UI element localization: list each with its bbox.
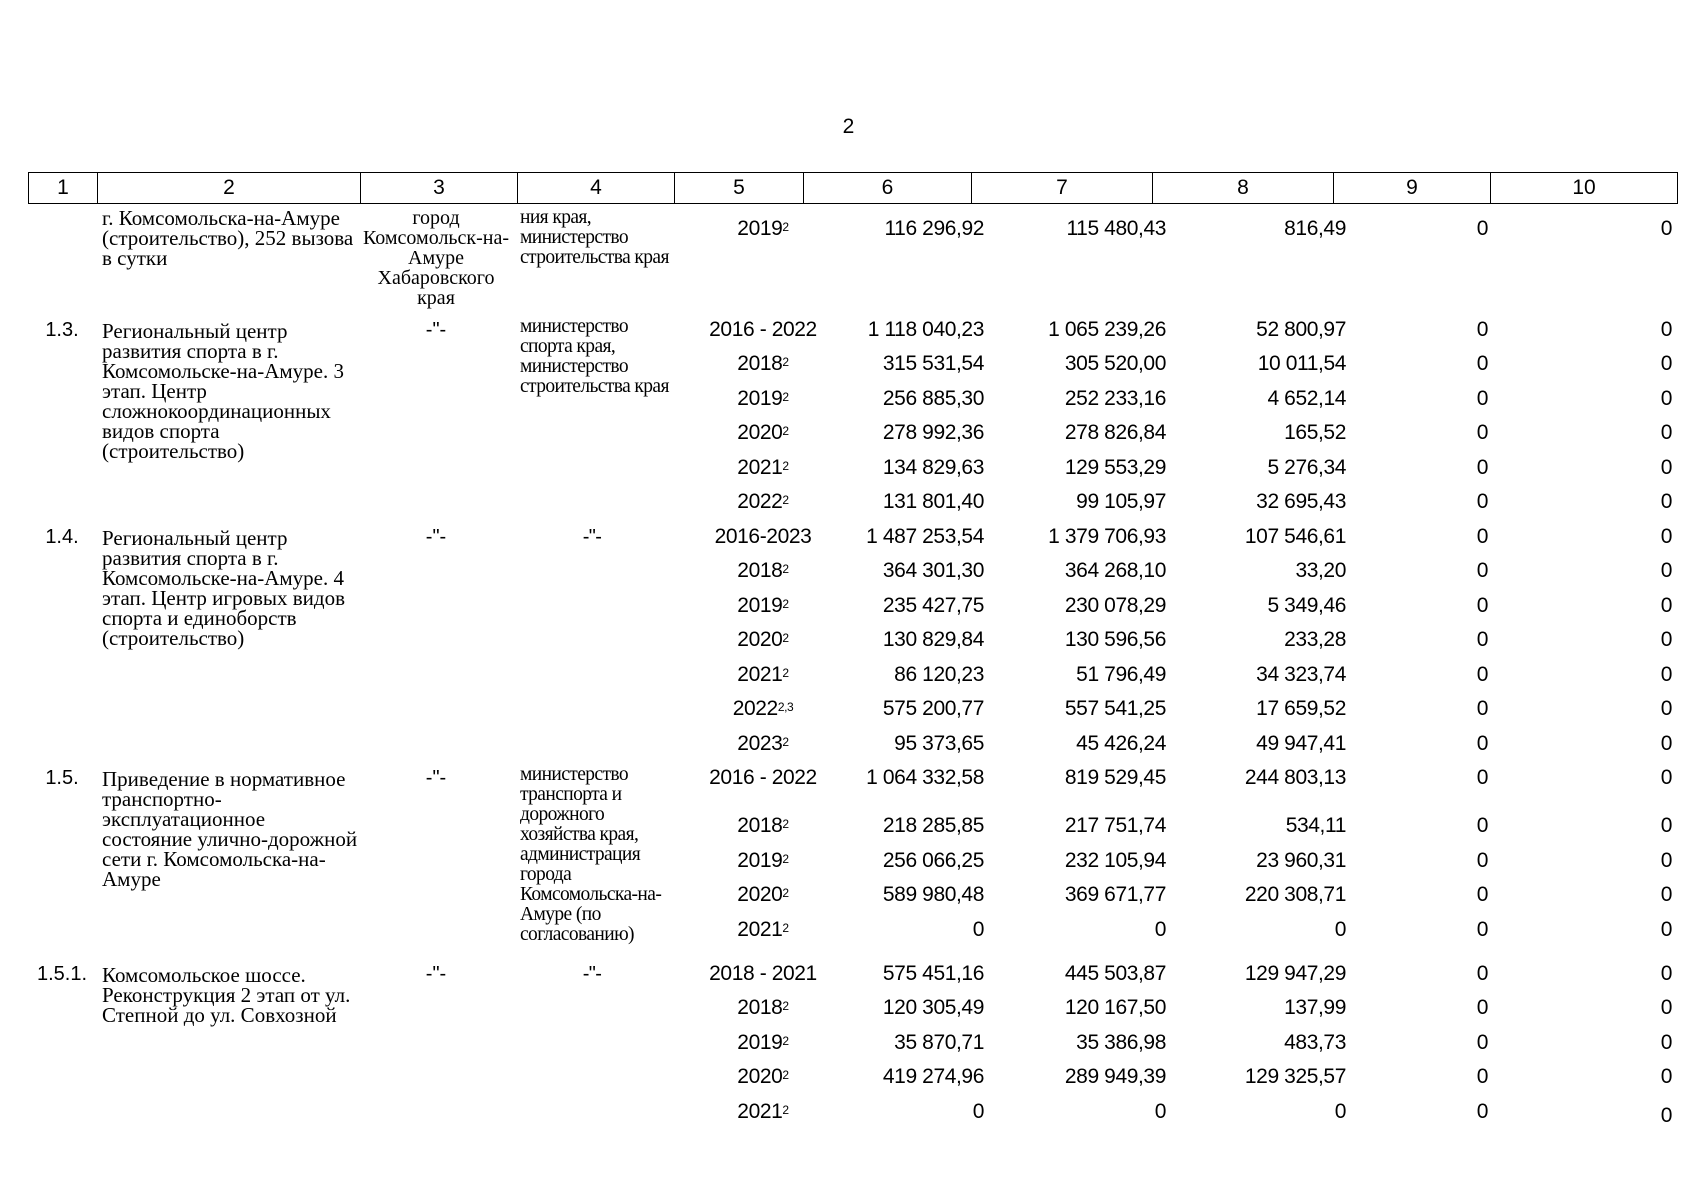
row-value-6: 1 487 253,54 — [866, 525, 984, 548]
row-period: 2019$^2$ — [737, 217, 789, 240]
row-value-10: 0 — [1660, 318, 1672, 341]
section-number: 1.5.1. — [36, 963, 88, 985]
row-value-7: 0 — [1154, 918, 1166, 941]
row-value-10: 0 — [1660, 697, 1672, 720]
row-value-7: 129 553,29 — [1064, 456, 1166, 479]
row-value-9: 0 — [1476, 490, 1488, 513]
row-value-8: 49 947,41 — [1256, 732, 1346, 755]
table-row — [28, 485, 1683, 519]
row-period: 2019$^2$ — [737, 387, 789, 410]
row-value-9: 0 — [1476, 962, 1488, 985]
row-value-10: 0 — [1660, 883, 1672, 906]
column-header-7: 7 — [972, 173, 1153, 204]
row-value-10: 0 — [1660, 996, 1672, 1019]
table-row — [28, 991, 1683, 1025]
table-row — [28, 520, 1683, 554]
row-value-7: 1 065 239,26 — [1048, 318, 1166, 341]
table-row — [28, 692, 1683, 726]
table-row — [28, 623, 1683, 657]
row-value-9: 0 — [1476, 352, 1488, 375]
row-value-6: 130 829,84 — [882, 628, 984, 651]
row-value-8: 244 803,13 — [1244, 766, 1346, 789]
row-value-7: 557 541,25 — [1064, 697, 1166, 720]
row-value-10: 0 — [1660, 918, 1672, 941]
row-value-7: 252 233,16 — [1064, 387, 1166, 410]
row-value-7: 51 796,49 — [1076, 663, 1166, 686]
table-row — [28, 416, 1683, 450]
column-header-3: 3 — [361, 173, 518, 204]
row-value-10: 0 — [1660, 814, 1672, 837]
table-row — [28, 1095, 1683, 1129]
row-period: 2019$^2$ — [737, 849, 789, 872]
table-row — [28, 1026, 1683, 1060]
row-period: 2021$^2$ — [737, 663, 789, 686]
column-header-2: 2 — [98, 173, 361, 204]
row-value-9: 0 — [1476, 456, 1488, 479]
row-value-6: 256 066,25 — [882, 849, 984, 872]
row-value-8: 233,28 — [1284, 628, 1346, 651]
row-value-6: 315 531,54 — [882, 352, 984, 375]
row-value-10: 0 — [1660, 421, 1672, 444]
section-executor: -"- — [582, 526, 602, 548]
table-row — [28, 382, 1683, 416]
table-row — [28, 1060, 1683, 1094]
row-value-6: 86 120,23 — [894, 663, 984, 686]
row-value-8: 52 800,97 — [1256, 318, 1346, 341]
row-value-9: 0 — [1476, 883, 1488, 906]
table-row — [28, 913, 1683, 947]
row-period: 2018 - 2021 — [709, 962, 817, 985]
row-value-7: 217 751,74 — [1064, 814, 1166, 837]
section-executor: ния края, министерство строительства края — [520, 207, 669, 268]
table-row — [28, 554, 1683, 588]
row-value-8: 137,99 — [1284, 996, 1346, 1019]
row-value-10: 0 — [1660, 962, 1672, 985]
row-value-6: 235 427,75 — [882, 594, 984, 617]
row-period: 2020$^2$ — [737, 628, 789, 651]
table-row — [28, 451, 1683, 485]
section-executor: -"- — [582, 963, 602, 985]
row-period: 2022$^2$ — [737, 490, 789, 513]
column-header-6: 6 — [804, 173, 972, 204]
row-value-10: 0 — [1660, 352, 1672, 375]
section-executor: министерство спорта края, министерство строительства края — [520, 316, 669, 397]
row-value-7: 278 826,84 — [1064, 421, 1166, 444]
row-value-8: 129 947,29 — [1244, 962, 1346, 985]
row-value-6: 575 200,77 — [882, 697, 984, 720]
row-value-8: 0 — [1334, 1100, 1346, 1123]
section-name: Региональный центр развития спорта в г. Комсомольске-на-Амуре. 4 этап. Центр игровых видов спорта и единоборств (строительство) — [102, 526, 346, 650]
row-value-9: 0 — [1476, 697, 1488, 720]
column-header-8: 8 — [1153, 173, 1334, 204]
row-value-9: 0 — [1476, 628, 1488, 651]
row-value-7: 115 480,43 — [1066, 217, 1166, 240]
column-header-4: 4 — [518, 173, 675, 204]
row-value-7: 305 520,00 — [1064, 352, 1166, 375]
row-value-8: 34 323,74 — [1256, 663, 1346, 686]
row-value-8: 32 695,43 — [1256, 490, 1346, 513]
row-value-8: 129 325,57 — [1244, 1065, 1346, 1088]
column-header-9: 9 — [1334, 173, 1491, 204]
row-value-9: 0 — [1476, 318, 1488, 341]
row-value-7: 99 105,97 — [1076, 490, 1166, 513]
table-row — [28, 212, 1683, 246]
row-value-7: 230 078,29 — [1064, 594, 1166, 617]
row-value-9: 0 — [1476, 525, 1488, 548]
row-value-10: 0 — [1660, 663, 1672, 686]
row-value-9: 0 — [1476, 849, 1488, 872]
row-value-10: 0 — [1660, 1104, 1672, 1127]
row-value-10: 0 — [1660, 1065, 1672, 1088]
row-period: 2022$^{2,3}$ — [732, 697, 794, 720]
row-value-10: 0 — [1660, 849, 1672, 872]
row-value-8: 483,73 — [1284, 1031, 1346, 1054]
row-value-9: 0 — [1476, 217, 1488, 240]
row-period: 2023$^2$ — [737, 732, 789, 755]
row-period: 2020$^2$ — [737, 883, 789, 906]
row-value-9: 0 — [1476, 1031, 1488, 1054]
row-value-7: 0 — [1154, 1100, 1166, 1123]
row-value-10: 0 — [1660, 490, 1672, 513]
row-value-6: 116 296,92 — [884, 217, 984, 240]
row-period: 2019$^2$ — [737, 594, 789, 617]
row-value-9: 0 — [1476, 387, 1488, 410]
row-period: 2020$^2$ — [737, 421, 789, 444]
section-number: 1.4. — [45, 526, 79, 548]
table-row — [28, 589, 1683, 623]
row-value-8: 0 — [1334, 918, 1346, 941]
section-responsible: -"- — [425, 319, 447, 341]
row-period: 2021$^2$ — [737, 456, 789, 479]
column-header-10: 10 — [1491, 173, 1678, 204]
table-row — [28, 347, 1683, 381]
row-value-8: 534,11 — [1285, 814, 1346, 837]
row-period: 2019$^2$ — [737, 1031, 789, 1054]
section-name: Комсомольское шоссе. Реконструкция 2 этап от ул. Степной до ул. Совхозной — [102, 963, 351, 1027]
row-period: 2018$^2$ — [737, 352, 789, 375]
row-value-6: 256 885,30 — [882, 387, 984, 410]
row-value-10: 0 — [1660, 387, 1672, 410]
row-value-9: 0 — [1476, 766, 1488, 789]
row-value-7: 45 426,24 — [1076, 732, 1166, 755]
section-responsible: -"- — [425, 526, 447, 548]
row-value-9: 0 — [1476, 732, 1488, 755]
row-value-8: 220 308,71 — [1244, 883, 1346, 906]
section-number: 1.5. — [45, 767, 79, 789]
row-value-7: 232 105,94 — [1064, 849, 1166, 872]
row-period: 2021$^2$ — [737, 918, 789, 941]
row-value-7: 289 949,39 — [1064, 1065, 1166, 1088]
row-value-8: 17 659,52 — [1256, 697, 1346, 720]
row-value-10: 0 — [1660, 456, 1672, 479]
table-row — [28, 957, 1683, 991]
row-value-6: 419 274,96 — [882, 1065, 984, 1088]
row-value-6: 0 — [972, 918, 984, 941]
row-value-8: 33,20 — [1295, 559, 1346, 582]
row-value-9: 0 — [1476, 559, 1488, 582]
row-value-7: 445 503,87 — [1064, 962, 1166, 985]
row-period: 2018$^2$ — [737, 996, 789, 1019]
section-number: 1.3. — [45, 319, 79, 341]
row-value-10: 0 — [1660, 217, 1672, 240]
row-value-6: 35 870,71 — [894, 1031, 984, 1054]
row-value-6: 278 992,36 — [882, 421, 984, 444]
row-value-10: 0 — [1660, 766, 1672, 789]
row-value-6: 575 451,16 — [882, 962, 984, 985]
row-value-9: 0 — [1476, 594, 1488, 617]
row-value-9: 0 — [1476, 663, 1488, 686]
row-period: 2020$^2$ — [737, 1065, 789, 1088]
row-value-6: 1 064 332,58 — [866, 766, 984, 789]
row-value-7: 35 386,98 — [1076, 1031, 1166, 1054]
row-value-6: 120 305,49 — [882, 996, 984, 1019]
row-value-6: 131 801,40 — [882, 490, 984, 513]
section-responsible: -"- — [425, 963, 447, 985]
column-header-1: 1 — [29, 173, 98, 204]
row-period: 2016-2023 — [714, 525, 812, 548]
row-value-10: 0 — [1660, 1031, 1672, 1054]
row-value-6: 218 285,85 — [882, 814, 984, 837]
row-value-9: 0 — [1476, 996, 1488, 1019]
column-header-row — [28, 172, 1678, 204]
row-value-6: 589 980,48 — [882, 883, 984, 906]
table-row — [28, 658, 1683, 692]
row-value-7: 819 529,45 — [1064, 766, 1166, 789]
row-value-10: 0 — [1660, 559, 1672, 582]
table-row — [28, 844, 1683, 878]
row-value-6: 364 301,30 — [882, 559, 984, 582]
section-responsible: город Комсомольск-на-Амуре Хабаровского края — [362, 207, 510, 309]
row-value-10: 0 — [1660, 525, 1672, 548]
column-header-5: 5 — [675, 173, 804, 204]
row-value-9: 0 — [1476, 918, 1488, 941]
row-value-9: 0 — [1476, 1100, 1488, 1123]
row-value-7: 369 671,77 — [1064, 883, 1166, 906]
table-row — [28, 313, 1683, 347]
row-period: 2021$^2$ — [737, 1100, 789, 1123]
row-value-6: 0 — [972, 1100, 984, 1123]
row-value-6: 95 373,65 — [894, 732, 984, 755]
row-value-10: 0 — [1660, 732, 1672, 755]
section-name: г. Комсомольска-на-Амуре (строительство), 252 вызова в сутки — [102, 206, 354, 270]
row-value-7: 1 379 706,93 — [1048, 525, 1166, 548]
row-value-6: 134 829,63 — [882, 456, 984, 479]
row-period: 2018$^2$ — [737, 814, 789, 837]
row-period: 2016 - 2022 — [709, 766, 817, 789]
section-executor: министерство транспорта и дорожного хозяйства края, администрация города Комсомольска-на-Амуре (по согласованию) — [520, 764, 662, 945]
row-value-7: 120 167,50 — [1064, 996, 1166, 1019]
row-value-8: 165,52 — [1284, 421, 1346, 444]
row-value-8: 107 546,61 — [1244, 525, 1346, 548]
row-value-8: 10 011,54 — [1257, 352, 1346, 375]
row-value-8: 5 349,46 — [1267, 594, 1346, 617]
row-period: 2016 - 2022 — [709, 318, 817, 341]
row-value-10: 0 — [1660, 628, 1672, 651]
table-row — [28, 727, 1683, 761]
row-value-8: 5 276,34 — [1267, 456, 1346, 479]
row-value-8: 4 652,14 — [1267, 387, 1346, 410]
section-responsible: -"- — [425, 767, 447, 789]
table-row — [28, 761, 1683, 795]
row-period: 2018$^2$ — [737, 559, 789, 582]
table-row — [28, 809, 1683, 843]
row-value-9: 0 — [1476, 814, 1488, 837]
row-value-7: 364 268,10 — [1064, 559, 1166, 582]
section-name: Приведение в нормативное транспортно-эксплуатационное состояние улично-дорожной сети г. Комсомольска-на-Амуре — [102, 767, 358, 891]
page-number: 2 — [842, 115, 855, 138]
row-value-8: 816,49 — [1284, 217, 1346, 240]
row-value-7: 130 596,56 — [1064, 628, 1166, 651]
row-value-9: 0 — [1476, 421, 1488, 444]
row-value-10: 0 — [1660, 594, 1672, 617]
row-value-9: 0 — [1476, 1065, 1488, 1088]
row-value-8: 23 960,31 — [1256, 849, 1346, 872]
table-row — [28, 878, 1683, 912]
row-value-6: 1 118 040,23 — [867, 318, 984, 341]
section-name: Региональный центр развития спорта в г. Комсомольске-на-Амуре. 3 этап. Центр сложнокоординационных видов спорта (строительство) — [102, 319, 344, 463]
